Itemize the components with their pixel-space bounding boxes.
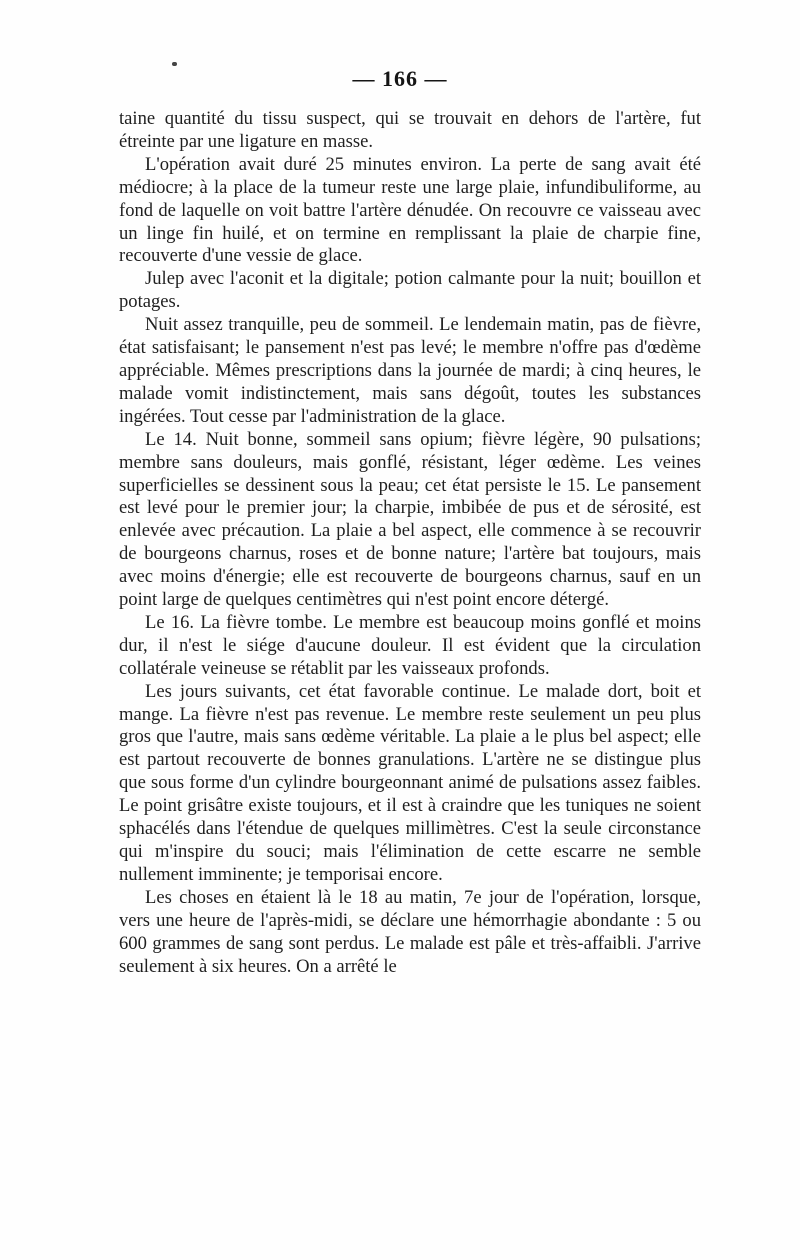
body-text xyxy=(119,108,701,978)
paragraph: Nuit assez tranquille, peu de sommeil. Le lendemain matin, pas de fièvre, état satisfaisant; le pansement n'est pas levé; le membre n'offre pas d'œdème appréciable. Mêmes prescriptions dans la journée de mardi; à cinq heures, le malade vomit indistinctement, mais sans dégoût, toutes les substances ingérées. Tout cesse par l'administration de la glace. xyxy=(119,314,701,427)
paragraph-continued: taine quantité du tissu suspect, qui se trouvait en dehors de l'artère, fut étreinte par une ligature en masse. xyxy=(119,108,701,152)
paragraph: Les jours suivants, cet état favorable continue. Le malade dort, boit et mange. La fièvre n'est pas revenue. Le membre reste seulement un peu plus gros que l'autre, mais sans œdème véritable. La plaie a le plus bel aspect; elle est partout recouverte de bonnes granulations. L'artère ne se distingue plus que sous forme d'un cylindre bourgeonnant animé de pulsations assez faibles. Le point grisâtre existe toujours, et il est à craindre que les tuniques ne soient sphacélés dans l'étendue de quelques millimètres. C'est la seule circonstance qui m'inspire du souci; mais l'élimination de cette escarre ne semble nullement imminente; je temporisai encore. xyxy=(119,680,701,885)
page-number: — 166 — xyxy=(352,66,448,91)
paragraph: Julep avec l'aconit et la digitale; potion calmante pour la nuit; bouillon et potages. xyxy=(119,268,701,313)
paragraph: L'opération avait duré 25 minutes environ. La perte de sang avait été médiocre; à la place de la tumeur reste une large plaie, infundibuliforme, au fond de laquelle on voit battre l'artère dénudée. On recouvre ce vaisseau avec un linge fin huilé, et on termine en remplissant la plaie de charpie fine, recouverte d'une vessie de glace. xyxy=(119,153,701,267)
paragraph: Les choses en étaient là le 18 au matin, 7e jour de l'opération, lorsque, vers une heure de l'après-midi, se déclare une hémorrhagie abondante : 5 ou 600 grammes de sang sont perdus. Le malade est pâle et très-affaibli. J'arrive seulement à six heures. On a arrêté le xyxy=(119,886,701,977)
paragraph: Le 16. La fièvre tombe. Le membre est beaucoup moins gonflé et moins dur, il n'est le siége d'aucune douleur. Il est évident que la circulation collatérale veineuse se rétablit par les vaisseaux profonds. xyxy=(119,611,701,679)
paragraph: Le 14. Nuit bonne, sommeil sans opium; fièvre légère, 90 pulsations; membre sans douleurs, mais gonflé, résistant, léger œdème. Les veines superficielles se dessinent sous la peau; cet état persiste le 15. Le pansement est levé pour le premier jour; la charpie, imbibée de pus et de sérosité, est enlevée avec précaution. La plaie a bel aspect, elle commence à se recouvrir de bourgeons charnus, roses et de bonne nature; l'artère bat toujours, mais avec moins d'énergie; elle est recouverte de bourgeons charnus, sauf en un point large de quelques centimètres qui n'est point encore détergé. xyxy=(119,428,701,611)
